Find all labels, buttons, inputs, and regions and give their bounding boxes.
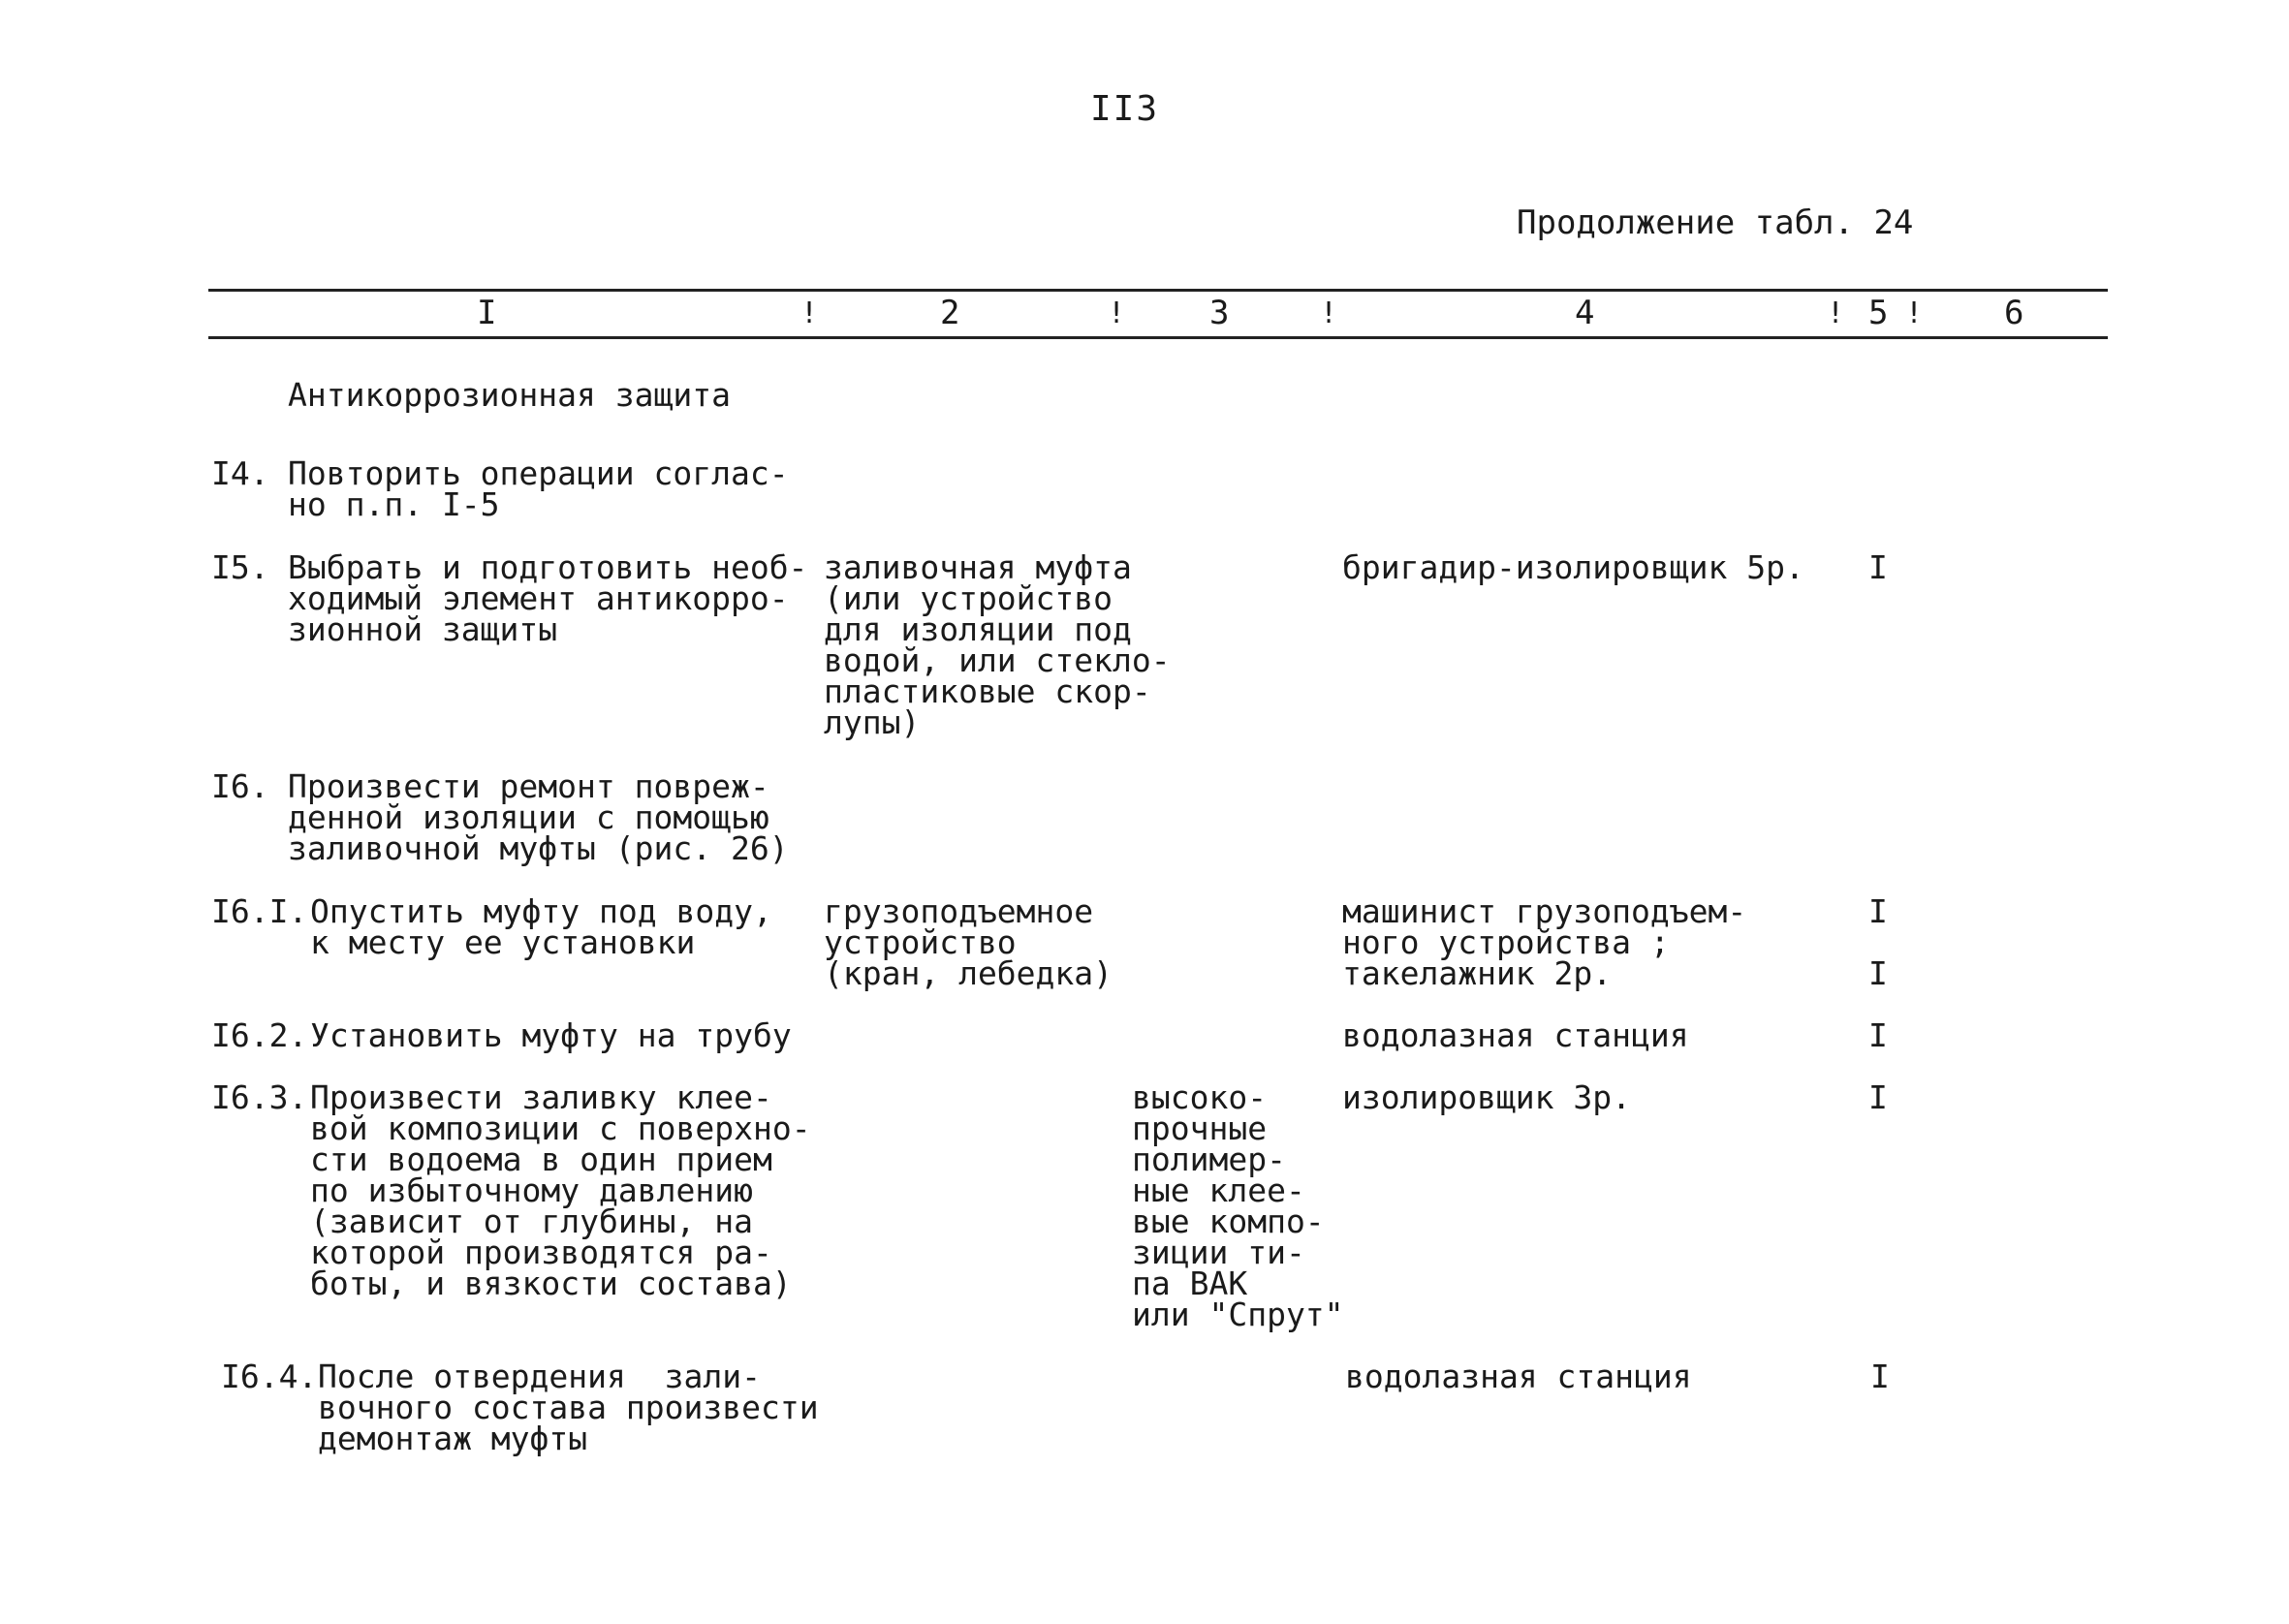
table-header-bottom-rule [208,336,2108,339]
column-header-5: 5 [1868,294,1889,332]
row-number: I6.4. [221,1358,318,1395]
row-count: I [1868,1078,1888,1116]
row-operation: Выбрать и подготовить необ- ходимый элемент антикорро- зионной защиты [288,548,808,648]
row-count: I [1868,892,1888,930]
row-operation: Опустить муфту под воду, к месту ее установки [310,892,772,961]
row-operation: Произвести ремонт повреж- денной изоляции с помощью заливочной муфты (рис. 26) [288,767,789,867]
table-continuation-label: Продолжение табл. 24 [1517,203,1914,242]
row-worker: водолазная станция [1342,1016,1689,1054]
column-header-4: 4 [1575,294,1595,332]
row-count: I [1870,1358,1890,1395]
row-worker: изолировщик 3р. [1342,1078,1632,1116]
page-number: II3 [1090,89,1160,129]
row-equipment: грузоподъемное устройство (кран, лебедка) [824,892,1113,992]
row-operation: Произвести заливку клее- вой композиции с поверхно- сти водоема в один прием по избыточному давлению (зависит от глубины, на которой производятся ра- боты, и вязкости состава) [310,1078,811,1302]
row-number: I6.I. [211,892,308,930]
row-number: I6.2. [211,1016,308,1054]
column-header-2: 2 [940,294,960,332]
row-worker: водолазная станция [1345,1358,1692,1395]
table-header-top-rule [208,289,2108,292]
row-operation: После отвердения зали- вочного состава произвести демонтаж муфты [318,1358,819,1457]
section-title: Антикоррозионная защита [288,376,731,414]
row-number: I4. [211,454,269,492]
column-separator: ! [1905,297,1924,330]
column-header-1: I [477,294,497,332]
row-operation: Установить муфту на трубу [310,1016,792,1054]
column-header-3: 3 [1209,294,1230,332]
row-count-secondary: I [1868,954,1888,992]
row-operation: Повторить операции соглас- но п.п. I-5 [288,454,789,523]
row-material: высоко- прочные полимер- ные клее- вые компо- зиции ти- па ВАК или "Спрут" [1132,1078,1344,1333]
row-equipment: заливочная муфта (или устройство для изоляции под водой, или стекло- пластиковые скор- лупы) [824,548,1171,741]
column-separator: ! [1827,297,1845,330]
row-count: I [1868,1016,1888,1054]
column-separator: ! [800,297,819,330]
row-number: I6.3. [211,1078,308,1116]
row-count: I [1868,548,1888,586]
column-header-6: 6 [2004,294,2024,332]
row-worker: бригадир-изолировщик 5р. [1342,548,1804,586]
row-worker: машинист грузоподъем- ного устройства ; такелажник 2р. [1342,892,1747,992]
row-number: I6. [211,767,269,805]
row-number: I5. [211,548,269,586]
column-separator: ! [1320,297,1338,330]
column-separator: ! [1108,297,1126,330]
